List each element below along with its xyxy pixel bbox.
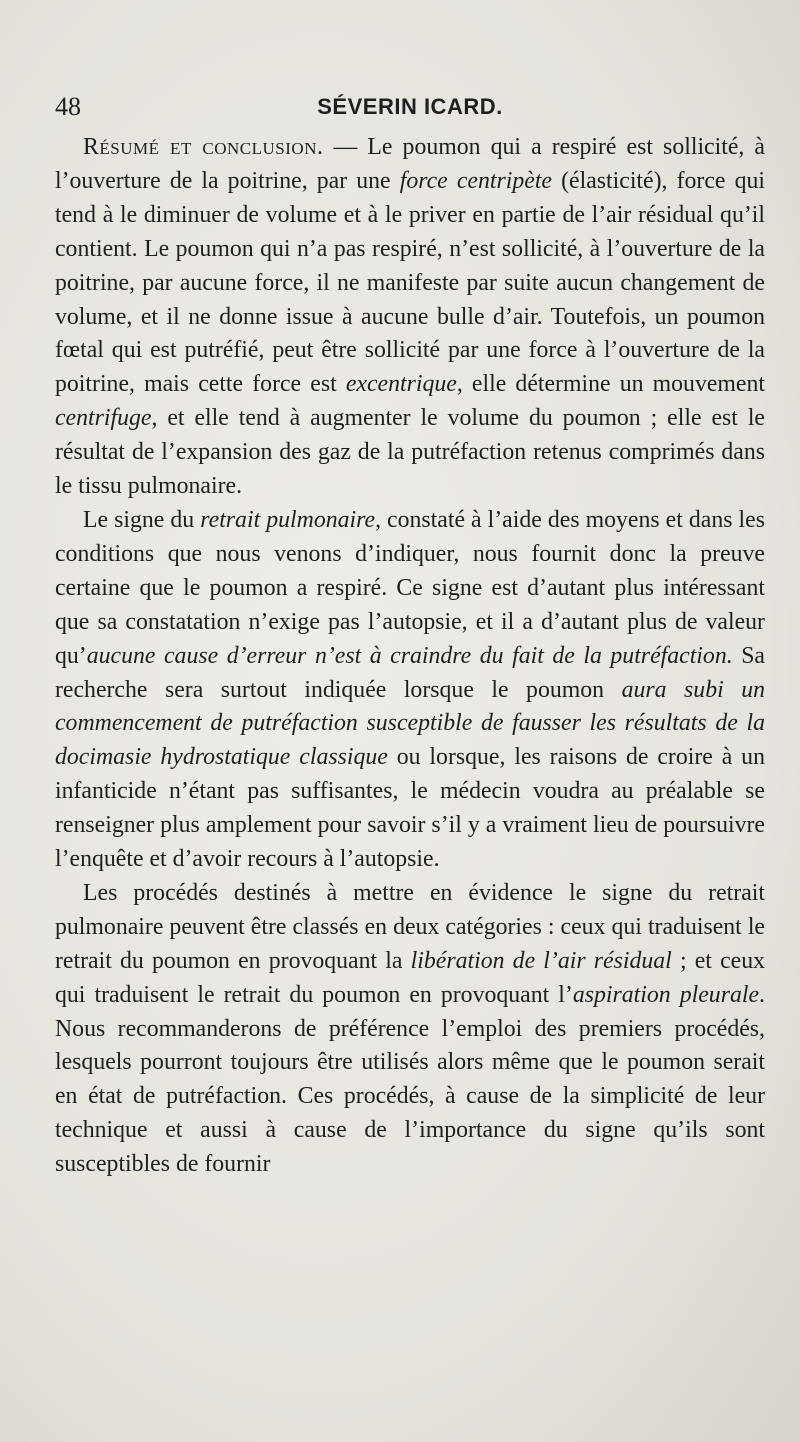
italic-term: excentrique: [345, 371, 457, 398]
paragraph-signe: [55, 504, 765, 877]
page-number: 48: [55, 92, 81, 121]
paragraph-procedes: [55, 877, 765, 1182]
paragraph-summary: [55, 131, 765, 504]
text-segment: Le signe du: [83, 506, 201, 533]
text-segment: ; et ceux qui traduisent le retrait du poumon en provoquant l’: [55, 947, 765, 1008]
italic-term: aspiration pleurale: [572, 981, 760, 1008]
text-segment: Les procédés destinés à mettre en évidence le signe du retrait pulmonaire peuvent être classés en deux catégories : ceux qui traduisent le retrait du poumon en provoquant la: [55, 879, 765, 974]
text-segment: , et elle tend à augmenter le volume du poumon ; elle est le résultat de l’expansion des gaz de la putréfaction retenus comprimés dans le tissu pulmonaire.: [55, 405, 765, 500]
text-segment: — Le poumon qui a respiré est sollicité, à l’ouverture de la poitrine, par une: [55, 134, 765, 194]
text-segment: Sa recherche sera surtout indiquée lorsque le poumon: [55, 642, 765, 703]
italic-term: force centripète: [399, 167, 552, 194]
italic-term: aura subi un commencement de putréfaction susceptible de fausser les résultats de la docimasie hydrostatique classique: [55, 676, 766, 771]
italic-term: centrifuge: [55, 405, 152, 432]
text-segment: ou lorsque, les raisons de croire à un infanticide n’étant pas suffisantes, le médecin voudra au préalable se renseigner plus amplement pour savoir s’il y a vraiment lieu de poursuivre l’enquête et d’avoir recours à l’autopsie.: [55, 744, 765, 873]
italic-term: aucune cause d’erreur n’est à craindre du fait de la putréfaction.: [86, 642, 733, 669]
body-text: [55, 131, 765, 1182]
text-segment: (élasticité), force qui tend à le diminuer de volume et à le priver en partie de l’air résidual qu’il contient. Le poumon qui n’a pas respiré, n’est sollicité, à l’ouverture de la poitrine, par aucune force, il ne manifeste par suite aucun changement de volume, et il ne donne issue à aucune bulle d’air. Toutefois, un poumon fœtal qui est putréfié, peut être sollicité par une force à l’ouverture de la poitrine, mais cette force est: [55, 167, 765, 398]
text-segment: , constaté à l’aide des moyens et dans les conditions que nous venons d’indiquer, nous fournit donc la preuve certaine que le poumon a respiré. Ce signe est d’autant plus intéressant que sa constatation n’exige pas l’autopsie, et il a d’autant plus de valeur qu’: [55, 506, 765, 669]
section-lead: Résumé et conclusion.: [83, 134, 324, 160]
italic-term: retrait pulmonaire: [200, 506, 376, 533]
page-header: [55, 84, 765, 128]
italic-term: libération de l’air résidual: [410, 947, 672, 974]
running-head: SÉVERIN ICARD.: [317, 94, 503, 119]
text-segment: , elle détermine un mouvement: [456, 371, 765, 398]
text-segment: . Nous recommanderons de préférence l’emploi des premiers procédés, lesquels pourront toujours être utilisés alors même que le poumon serait en état de putréfaction. Ces procédés, à cause de la simplicité de leur technique et aussi à cause de l’importance du signe qu’ils sont susceptibles de fournir: [55, 981, 765, 1178]
